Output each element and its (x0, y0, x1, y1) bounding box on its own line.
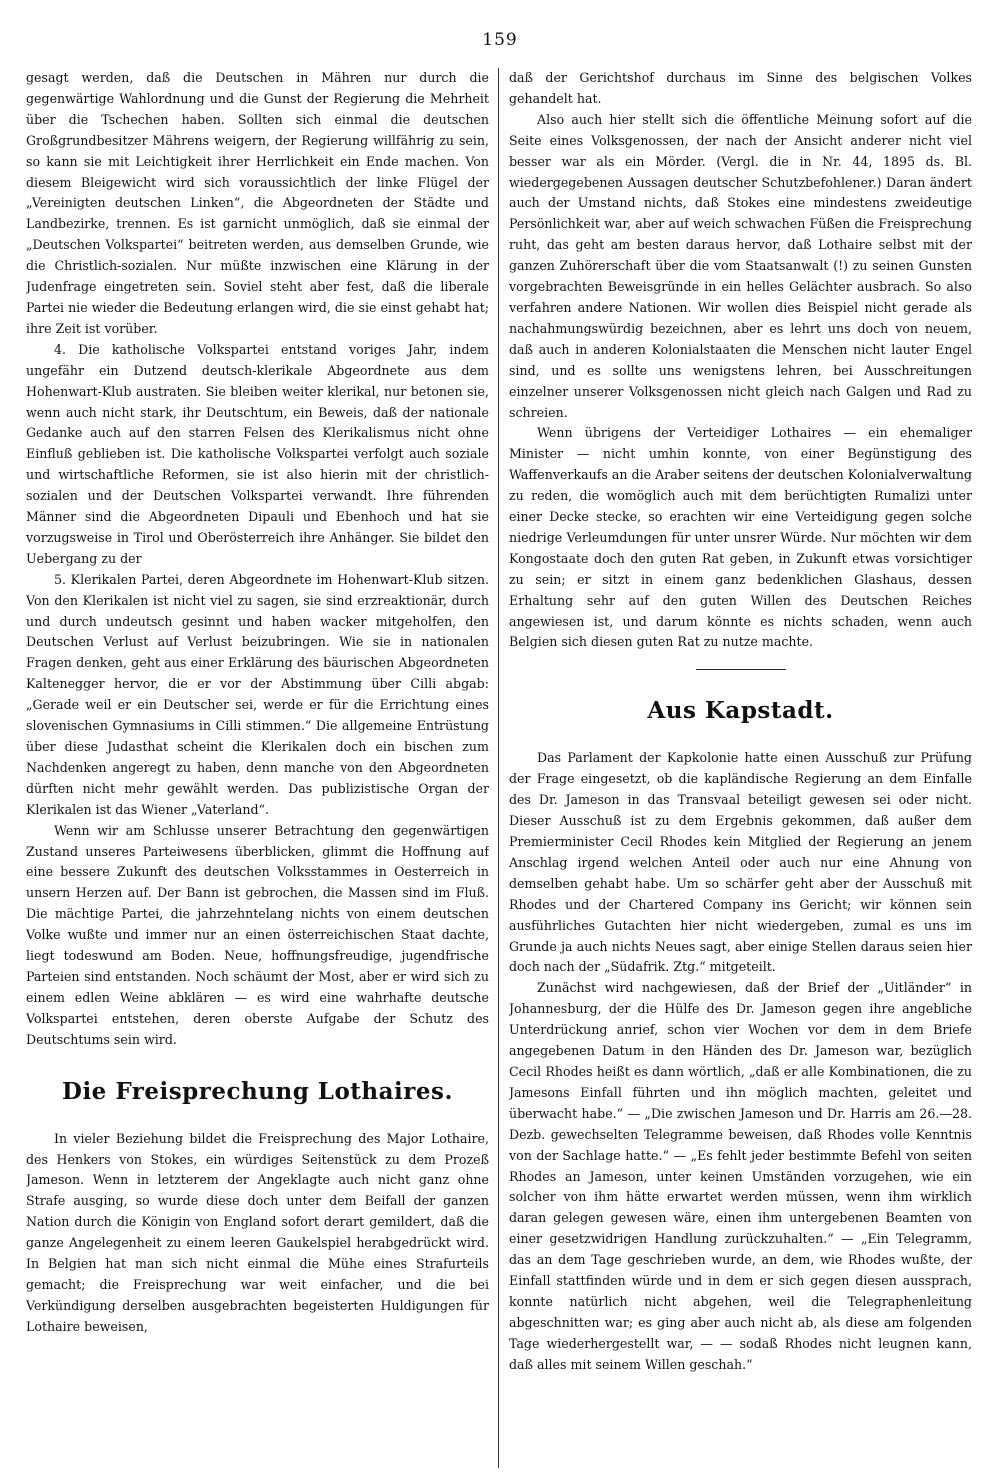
paragraph: Das Parlament der Kapkolonie hatte einen Ausschuß zur Prüfung der Frage eingesetzt, ob die kapländische Regierung an dem Einfalle des Dr. Jameson in das Transvaal beteiligt gewesen sei oder nicht. Dieser Ausschuß ist zu dem Ergebnis gekommen, daß außer dem Premierminister Cecil Rhodes kein Mitglied der Regierung an jenem Anschlag irgend welchen Anteil oder auch nur eine Ahnung von demselben gehabt habe. Um so schärfer geht aber der Ausschuß mit Rhodes und der Chartered Company ins Gericht; wir können sein ausführliches Gutachten hier nicht wiedergeben, zumal es uns im Grunde ja auch nichts Neues sagt, aber einige Stellen daraus seien hier doch nach der „Südafrik. Ztg.“ mitgeteilt. (509, 750, 972, 975)
paragraph: Wenn übrigens der Verteidiger Lothaires — ein ehemaliger Minister — nicht umhin konnte, von einer Begünstigung des Waffenverkaufs an die Araber seitens der deutschen Kolonialverwaltung zu reden, die womöglich auch mit dem berüchtigten Rumalizi unter einer Decke stecke, so erachten wir eine Verteidigung gegen solche niedrige Verleumdungen für unter unsrer Würde. Nur möchten wir dem Kongostaate doch den guten Rat geben, in Zukunft etwas vorsichtiger zu sein; er sitzt in einem ganz bedenklichen Glashaus, dessen Erhaltung sehr auf den guten Willen des Deutschen Reiches angewiesen ist, und darum könnte es nichts schaden, wenn auch Belgien sich diesen guten Rat zu nutze machte. (509, 425, 972, 650)
article-heading: Aus Kapstadt. (647, 697, 834, 725)
paragraph: daß der Gerichtshof durchaus im Sinne des belgischen Volkes gehandelt hat. (509, 70, 972, 106)
right-column (509, 68, 972, 1472)
column-divider (498, 68, 499, 1468)
left-column (26, 68, 489, 1472)
section-divider (696, 669, 786, 670)
article-heading: Die Freisprechung Lothaires. (62, 1077, 453, 1105)
paragraph: Zunächst wird nachgewiesen, daß der Brief der „Uitländer“ in Johannesburg, der die Hülfe des Dr. Jameson gegen ihre angebliche Unterdrückung anrief, schon vier Wochen vor dem in dem Briefe angegebenen Datum in den Händen des Dr. Jameson war, bezüglich Cecil Rhodes heißt es dann wörtlich, „daß er alle Kombinationen, die zu Jamesons Einfall führten und ihn möglich machten, geleitet und überwacht habe.“ — „Die zwischen Jameson und Dr. Harris am 26.—28. Dezb. gewechselten Telegramme beweisen, daß Rhodes volle Kenntnis von der Sachlage hatte.“ — „Es fehlt jeder bestimmte Befehl von seiten Rhodes an Jameson, unter keinen Umständen vorzugehen, wie ein solcher von ihm hätte erwartet werden müssen, wenn ihm wirklich daran gelegen gewesen wäre, einen ihm untergebenen Beamten von einer gesetzwidrigen Handlung zurückzuhalten.“ — „Ein Telegramm, das an dem Tage geschrieben wurde, an dem, wie Rhodes wußte, der Einfall stattfinden würde und in dem er sich gegen diesen aussprach, konnte natürlich nicht abgehen, weil die Telegraphenleitung abgeschnitten war; es ging aber auch nicht ab, als diese am folgenden Tage wiederhergestellt war, — — sodaß Rhodes nicht leugnen kann, daß alles mit seinem Willen geschah.“ (509, 980, 972, 1372)
paragraph: 5. Klerikalen Partei, deren Abgeordnete im Hohenwart-Klub sitzen. Von den Klerikalen ist nicht viel zu sagen, sie sind erzreaktionär, durch und durch undeutsch gesinnt und haben wacker mitgeholfen, den Deutschen Verlust auf Verlust beizubringen. Wie sie in nationalen Fragen denken, geht aus einer Erklärung des bäurischen Abgeordneten Kaltenegger hervor, die er vor der Abstimmung über Cilli abgab: „Gerade weil er ein Deutscher sei, werde er für die Errichtung eines slovenischen Gymnasiums in Cilli stimmen.“ Die allgemeine Entrüstung über diese Judasthat scheint die Klerikalen doch ein bischen zum Nachdenken angeregt zu haben, denn manche von den Abgeordneten dürften nicht mehr gewählt werden. Das publizistische Organ der Klerikalen ist das Wiener „Vaterland“. (26, 571, 489, 817)
paragraph: Wenn wir am Schlusse unserer Betrachtung den gegenwärtigen Zustand unseres Parteiwesens überblicken, glimmt die Hoffnung auf eine bessere Zukunft des deutschen Volksstammes in Oesterreich in unsern Herzen auf. Der Bann ist gebrochen, die Massen sind im Fluß. Die mächtige Partei, die jahrzehntelang nichts von einem deutschen Volke wußte und immer nur an einen österreichischen Staat dachte, liegt todeswund am Boden. Neue, hoffnungsfreudige, jugendfrische Parteien sind entstanden. Noch schäumt der Most, aber er wird sich zu einem edlen Weine abklären — es wird eine wahrhafte deutsche Volkspartei entstehen, deren oberste Aufgabe der Schutz des Deutschtums sein wird. (26, 822, 489, 1047)
paragraph: In vieler Beziehung bildet die Freisprechung des Major Lothaire, des Henkers von Stokes, ein würdiges Seitenstück zu dem Prozeß Jameson. Wenn in letzterem der Angeklagte auch nicht ganz ohne Strafe ausging, so wurde diese doch unter dem Beifall der ganzen Nation durch die Königin von England sofort derart gemildert, daß die ganze Angelegenheit zu einem leeren Gaukelspiel herabgedrückt wird. In Belgien hat man sich nicht einmal die Mühe eines Strafurteils gemacht; die Freisprechung war weit einfacher, und die bei Verkündigung derselben ausgebrachten begeisterten Huldigungen für Lothaire beweisen, (26, 1130, 489, 1334)
paragraph: 4. Die katholische Volkspartei entstand voriges Jahr, indem ungefähr ein Dutzend deutsch-klerikale Abgeordnete aus dem Hohenwart-Klub austraten. Sie bleiben weiter klerikal, nur betonen sie, wenn auch nicht stark, ihr Deutschtum, ein Beweis, daß der nationale Gedanke auch auf den starren Felsen des Klerikalismus nicht ohne Einfluß geblieben ist. Die katholische Volkspartei verfolgt auch soziale und wirtschaftliche Reformen, sie ist also hierin mit der christlich-sozialen und der Deutschen Volkspartei verwandt. Ihre führenden Männer sind die Abgeordneten Dipauli und Ebenhoch und hat sie vorzugsweise in Tirol und Oberösterreich ihre Anhänger. Sie bildet den Uebergang zu der (26, 341, 489, 566)
paragraph: Also auch hier stellt sich die öffentliche Meinung sofort auf die Seite eines Volksgenossen, der nach der Ansicht anderer nicht viel besser war als ein Mörder. (Vergl. die in Nr. 44, 1895 ds. Bl. wiedergegebenen Aussagen deutscher Schutzbefohlener.) Daran ändert auch der Umstand nichts, daß Stokes eine mindestens zweideutige Persönlichkeit war, aber auf weich schwachen Füßen die Freisprechung ruht, das geht am besten daraus hervor, daß Lothaire selbst mit der ganzen Zuhörerschaft über die vom Staatsanwalt (!) zu seinen Gunsten vorgebrachten Beweisgründe in ein helles Gelächter ausbrach. So also verfahren andere Nationen. Wir wollen dies Beispiel nicht gerade als nachahmungswürdig bezeichnen, aber es lehrt uns doch von neuem, daß auch in anderen Kolonialstaaten die Menschen nicht lauter Engel sind, und es sollte uns wenigstens lehren, bei Ausschreitungen einzelner unserer Volksgenossen nicht gleich nach Galgen und Rad zu schreien. (509, 111, 972, 420)
page-number: 159 (482, 30, 518, 50)
paragraph: gesagt werden, daß die Deutschen in Mähren nur durch die gegenwärtige Wahlordnung und die Gunst der Regierung die Mehrheit über die Tschechen haben. Sollten sich einmal die deutschen Großgrundbesitzer Mährens weigern, der Regierung willfährig zu sein, so kann sie mit Leichtigkeit ihrer Herrlichkeit ein Ende machen. Von diesem Bleigewicht wird sich voraussichtlich der linke Flügel der „Vereinigten deutschen Linken“, die Abgeordneten der Städte und Landbezirke, trennen. Es ist garnicht unmöglich, daß sie einmal der „Deutschen Volkspartei“ beitreten werden, aus demselben Grunde, wie die Christlich-sozialen. Nur müßte inzwischen eine Klärung in der Judenfrage eingetreten sein. Soviel steht aber fest, daß die liberale Partei nie wieder die Bedeutung erlangen wird, die sie einst gehabt hat; ihre Zeit ist vorüber. (26, 70, 489, 336)
